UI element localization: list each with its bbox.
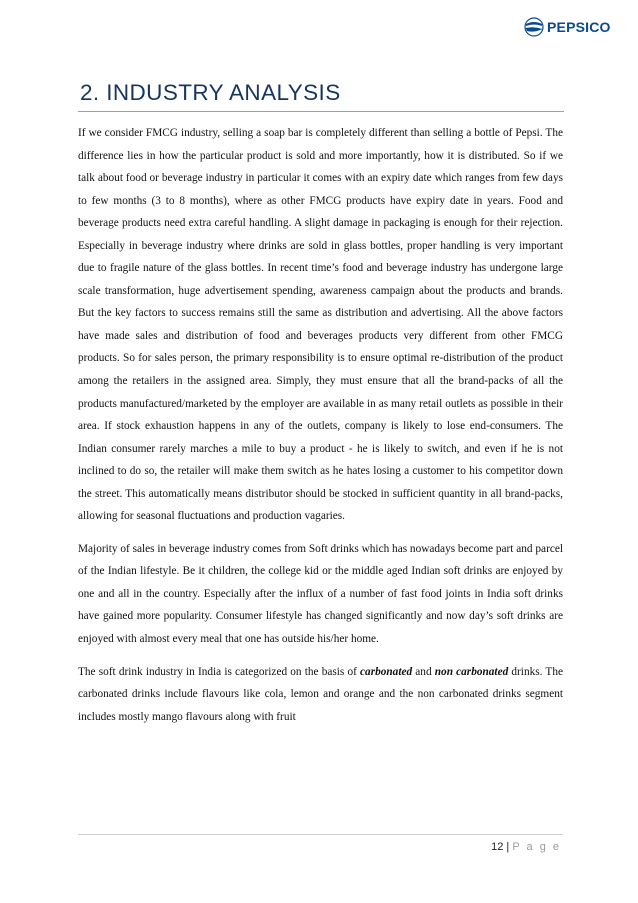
heading-divider (78, 111, 564, 112)
body-text (78, 122, 563, 728)
emphasis-carbonated: carbonated (360, 665, 413, 678)
pepsico-globe-icon (524, 17, 544, 37)
paragraph-text: and (412, 665, 435, 678)
emphasis-non-carbonated: non carbonated (434, 665, 509, 678)
pepsico-logo (524, 17, 611, 37)
page-footer (491, 841, 561, 853)
page-label: P a g e (512, 841, 561, 853)
footer-divider (78, 834, 563, 835)
logo-text: PEPSICO (547, 19, 611, 35)
paragraph-text: The soft drink industry in India is categorized on the basis of (78, 665, 361, 678)
paragraph: Majority of sales in beverage industry comes from Soft drinks which has nowadays become part and parcel of the Indian lifestyle. Be it children, the college kid or the middle aged Indian soft drinks are enjoyed by one and all in the country. Especially after the influx of a number of fast food joints in India soft drinks have gained more popularity. Consumer lifestyle has changed significantly and now day’s soft drinks are enjoyed with almost every meal that one has outside his/her home. (78, 542, 563, 646)
section-heading: 2. INDUSTRY ANALYSIS (80, 80, 341, 105)
page-number: 12 (491, 841, 504, 853)
paragraph (78, 661, 563, 729)
paragraph: If we consider FMCG industry, selling a soap bar is completely different than selling a bottle of Pepsi. The difference lies in how the particular product is sold and more importantly, how it is distributed. So if we talk about food or beverage industry in particular it comes with an expiry date which ranges from few days to few months (3 to 8 months), where as other FMCG products have expiry date in years. Food and beverage products need extra careful handling. A slight damage in packaging is enough for their rejection. Especially in beverage industry where drinks are sold in glass bottles, proper handling is very important due to fragile nature of the glass bottles. In recent time’s food and beverage industry has undergone large scale transformation, huge advertisement spending, awareness campaign about the products and brands. But the key factors to success remains still the same as distribution and advertising. All the above factors have made sales and distribution of food and beverages products very different from other FMCG products. So for sales person, the primary responsibility is to ensure optimal re-distribution of the product among the retailers in the assigned area. Simply, they must ensure that all the brand-packs of all the products manufactured/marketed by the employer are available in as many retail outlets as possible in their area. If stock exhaustion happens in any of the outlets, company is likely to lose end-consumers. The Indian consumer rarely marches a mile to buy a product - he is likely to switch, and even if he is not inclined to do so, the retailer will make them switch as he hates losing a customer to his competitor down the street. This automatically means distributor should be stocked in sufficient quantity in all brand-packs, allowing for seasonal fluctuations and production vagaries. (78, 127, 563, 523)
paragraph-text: drinks. The carbonated drinks include flavours like cola, lemon and orange and the non carbonated drinks segment includes mostly mango flavours along with fruit (78, 665, 563, 723)
page-separator: | (506, 841, 510, 853)
